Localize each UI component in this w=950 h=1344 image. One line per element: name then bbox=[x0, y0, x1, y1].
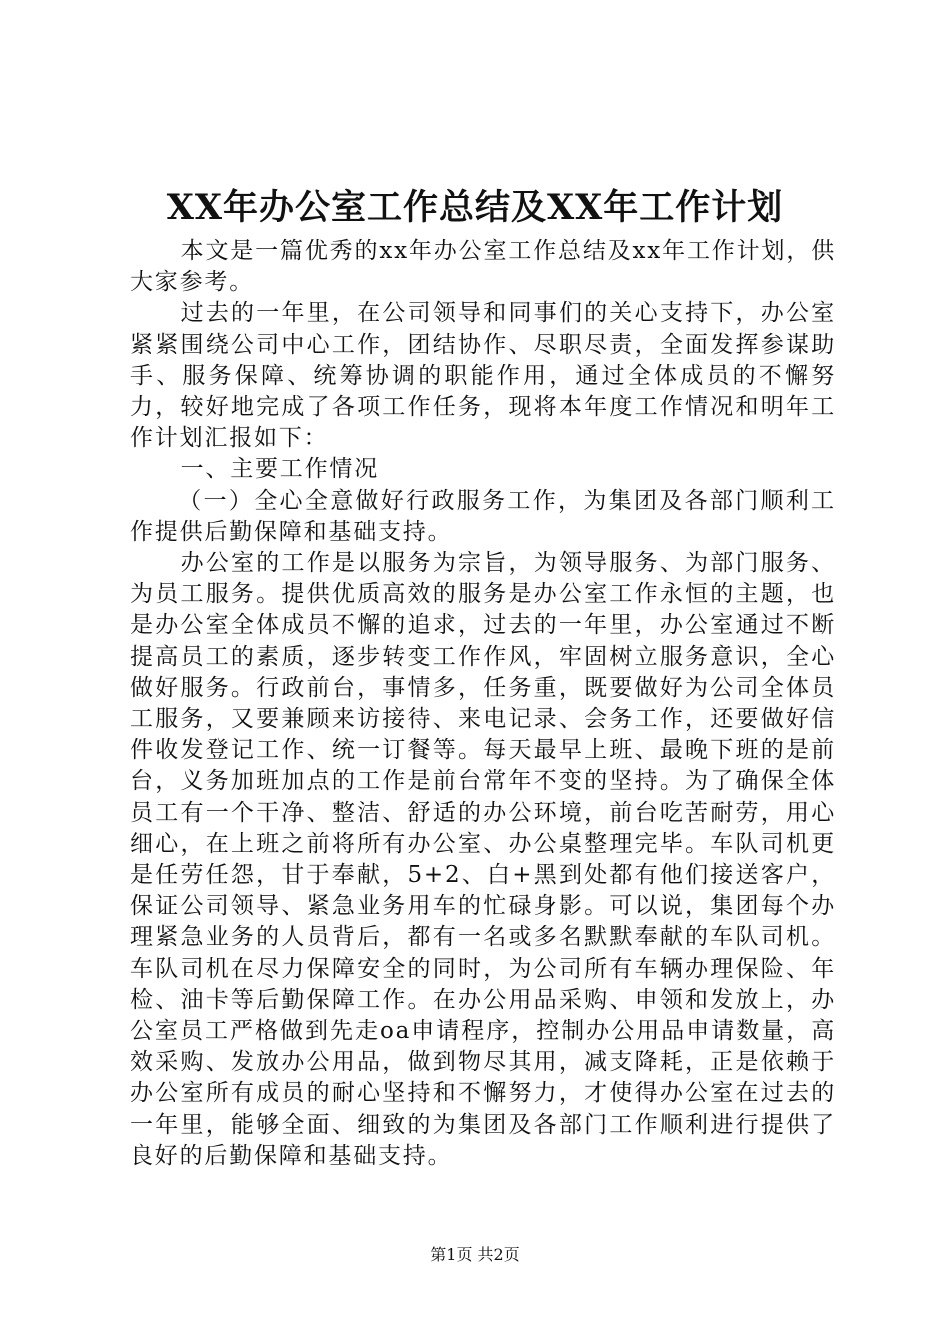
section-heading: 一、主要工作情况 bbox=[180, 456, 379, 483]
intro-paragraph: 本文是一篇优秀的xx年办公室工作总结及xx年工作计划，供大家参考。 bbox=[130, 238, 836, 296]
overview-paragraph: 过去的一年里，在公司领导和同事们的关心支持下，办公室紧紧围绕公司中心工作，团结协作、尽职尽责，全面发挥参谋助手、服务保障、统筹协调的职能作用，通过全体成员的不懈努力，较好地完成了各项工作任务，现将本年度工作情况和明年工作计划汇报如下： bbox=[130, 300, 836, 452]
subsection-heading: （一）全心全意做好行政服务工作，为集团及各部门顺利工作提供后勤保障和基础支持。 bbox=[130, 487, 836, 545]
page-indicator: 第1页 共2页 bbox=[430, 1245, 520, 1264]
document-title: XX年办公室工作总结及XX年工作计划 bbox=[166, 187, 784, 228]
document-body bbox=[130, 236, 836, 1172]
body-paragraph: 办公室的工作是以服务为宗旨，为领导服务、为部门服务、为员工服务。提供优质高效的服务是办公室工作永恒的主题，也是办公室全体成员不懈的追求，过去的一年里，办公室通过不断提高员工的素质，逐步转变工作作风，牢固树立服务意识，全心做好服务。行政前台，事情多，任务重，既要做好为公司全体员工服务，又要兼顾来访接待、来电记录、会务工作，还要做好信件收发登记工作、统一订餐等。每天最早上班、最晚下班的是前台，义务加班加点的工作是前台常年不变的坚持。为了确保全体员工有一个干净、整洁、舒适的办公环境，前台吃苦耐劳，用心细心，在上班之前将所有办公室、办公桌整理完毕。车队司机更是任劳任怨，甘于奉献，5+2、白+黑到处都有他们接送客户，保证公司领导、紧急业务用车的忙碌身影。可以说，集团每个办理紧急业务的人员背后，都有一名或多名默默奉献的车队司机。车队司机在尽力保障安全的同时，为公司所有车辆办理保险、年检、油卡等后勤保障工作。在办公用品采购、申领和发放上，办公室员工严格做到先走oa申请程序，控制办公用品申请数量，高效采购、发放办公用品，做到物尽其用，减支降耗，正是依赖于办公室所有成员的耐心坚持和不懈努力，才使得办公室在过去的一年里，能够全面、细致的为集团及各部门工作顺利进行提供了良好的后勤保障和基础支持。 bbox=[130, 550, 836, 1169]
